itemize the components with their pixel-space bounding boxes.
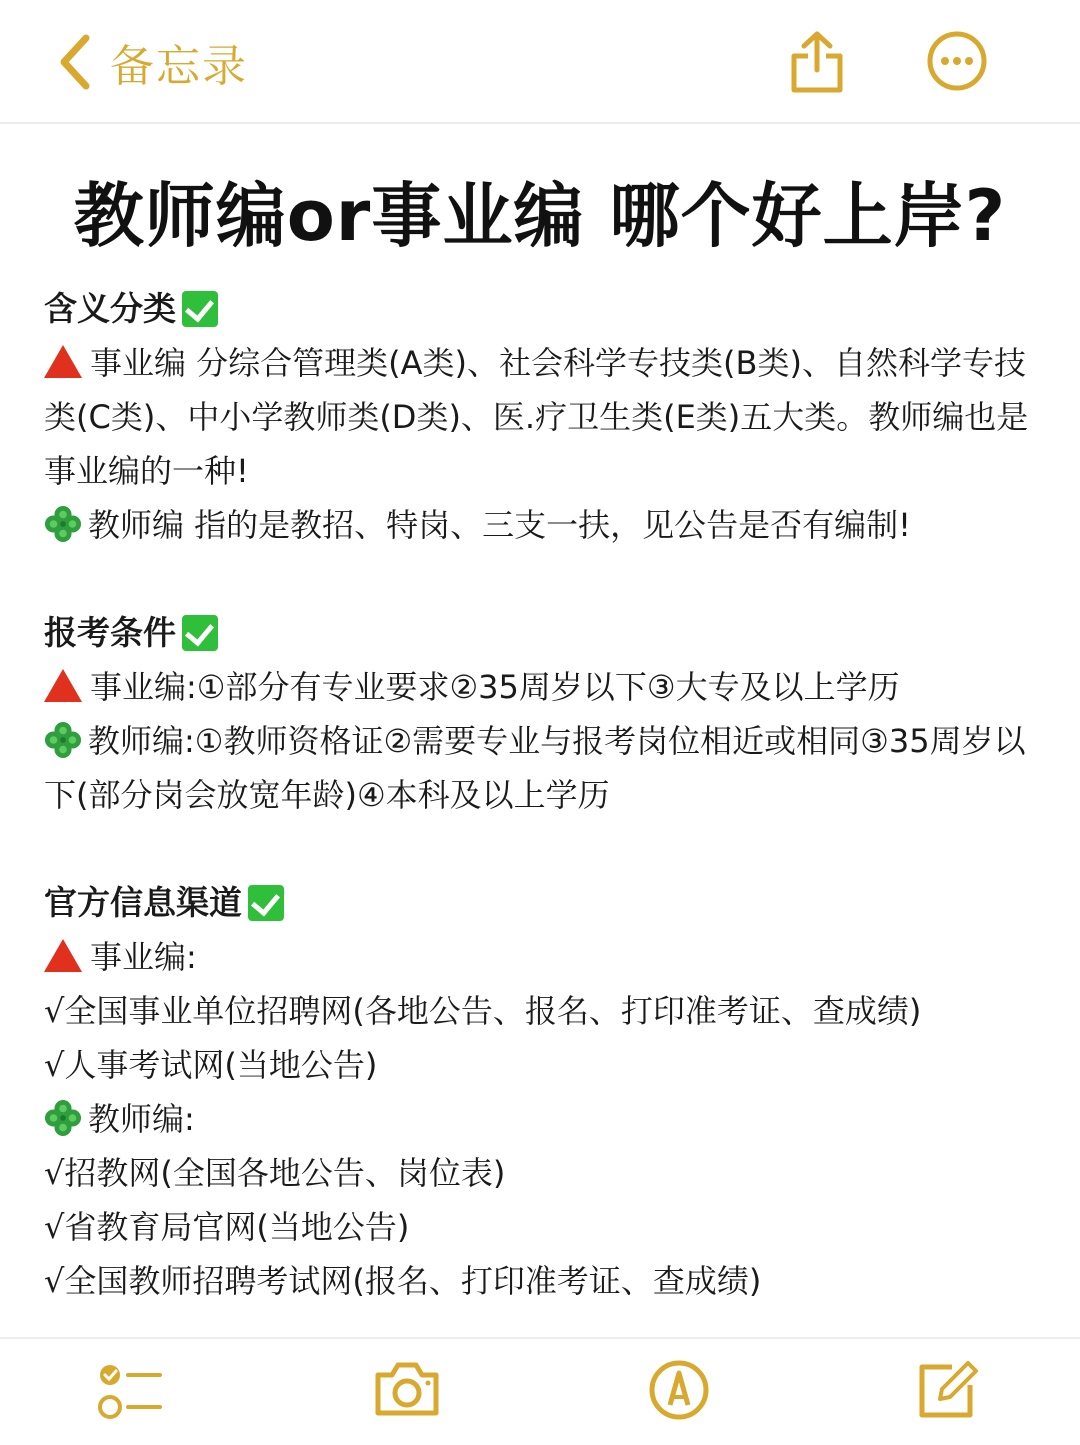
camera-icon	[372, 1359, 442, 1419]
compose-icon	[916, 1359, 980, 1423]
note-line-text: 事业编:①部分有专业要求②35周岁以下③大专及以上学历	[90, 668, 900, 706]
more-icon	[926, 30, 988, 92]
checklist-button[interactable]	[98, 1359, 164, 1429]
back-button[interactable]	[58, 30, 248, 94]
note-body[interactable]	[44, 282, 1056, 1362]
note-line	[44, 1254, 1056, 1308]
note-line	[44, 660, 1056, 714]
red-triangle-icon	[44, 345, 82, 378]
note-line-text: 事业编 分综合管理类(A类)、社会科学专技类(B类)、自然科学专技类(C类)、中小学教师类(D类)、医.疗卫生类(E类)五大类。教师编也是事业编的一种!	[44, 344, 1029, 490]
section-heading	[44, 282, 1056, 336]
clover-icon	[44, 1099, 82, 1137]
note-line-text: √省教育局官网(当地公告)	[44, 1208, 410, 1246]
clover-icon	[44, 721, 82, 759]
note-line-text: √人事考试网(当地公告)	[44, 1046, 378, 1084]
camera-button[interactable]	[372, 1359, 442, 1423]
more-button[interactable]	[926, 30, 988, 96]
note-section	[44, 282, 1056, 552]
section-heading-text: 含义分类	[44, 289, 176, 328]
note-line	[44, 1092, 1056, 1146]
note-line	[44, 1038, 1056, 1092]
section-heading-text: 报考条件	[44, 613, 176, 652]
check-mark-icon	[182, 615, 218, 651]
note-line-text: 教师编:	[88, 1100, 195, 1138]
note-line	[44, 498, 1056, 552]
bottom-toolbar	[0, 1337, 1080, 1445]
note-line	[44, 1146, 1056, 1200]
compose-button[interactable]	[916, 1359, 980, 1427]
note-section	[44, 876, 1056, 1308]
note-line	[44, 714, 1056, 822]
section-heading-text: 官方信息渠道	[44, 883, 242, 922]
note-line-text: 教师编:①教师资格证②需要专业与报考岗位相近或相同③35周岁以下(部分岗会放宽年龄)④本科及以上学历	[44, 722, 1026, 814]
note-line-text: √全国事业单位招聘网(各地公告、报名、打印准考证、查成绩)	[44, 992, 922, 1030]
note-line	[44, 930, 1056, 984]
section-heading	[44, 606, 1056, 660]
check-mark-icon	[182, 291, 218, 327]
note-line	[44, 336, 1056, 498]
navigation-bar	[0, 0, 1080, 124]
note-line-text: √招教网(全国各地公告、岗位表)	[44, 1154, 506, 1192]
checklist-icon	[98, 1359, 164, 1425]
note-line-text: √全国教师招聘考试网(报名、打印准考证、查成绩)	[44, 1262, 762, 1300]
note-line-text: 教师编 指的是教招、特岗、三支一扶，见公告是否有编制!	[88, 506, 912, 544]
note-section	[44, 606, 1056, 822]
red-triangle-icon	[44, 939, 82, 972]
markup-button[interactable]	[648, 1359, 710, 1425]
section-heading	[44, 876, 1056, 930]
clover-icon	[44, 505, 82, 543]
note-title: 教师编or事业编 哪个好上岸?	[73, 175, 1007, 257]
red-triangle-icon	[44, 669, 82, 702]
chevron-left-icon	[58, 32, 92, 92]
share-button[interactable]	[788, 30, 846, 98]
markup-icon	[648, 1359, 710, 1421]
note-line	[44, 984, 1056, 1038]
share-icon	[788, 30, 846, 94]
check-mark-icon	[248, 885, 284, 921]
note-line	[44, 1200, 1056, 1254]
note-line-text: 事业编:	[90, 938, 197, 976]
back-label: 备忘录	[110, 41, 248, 92]
